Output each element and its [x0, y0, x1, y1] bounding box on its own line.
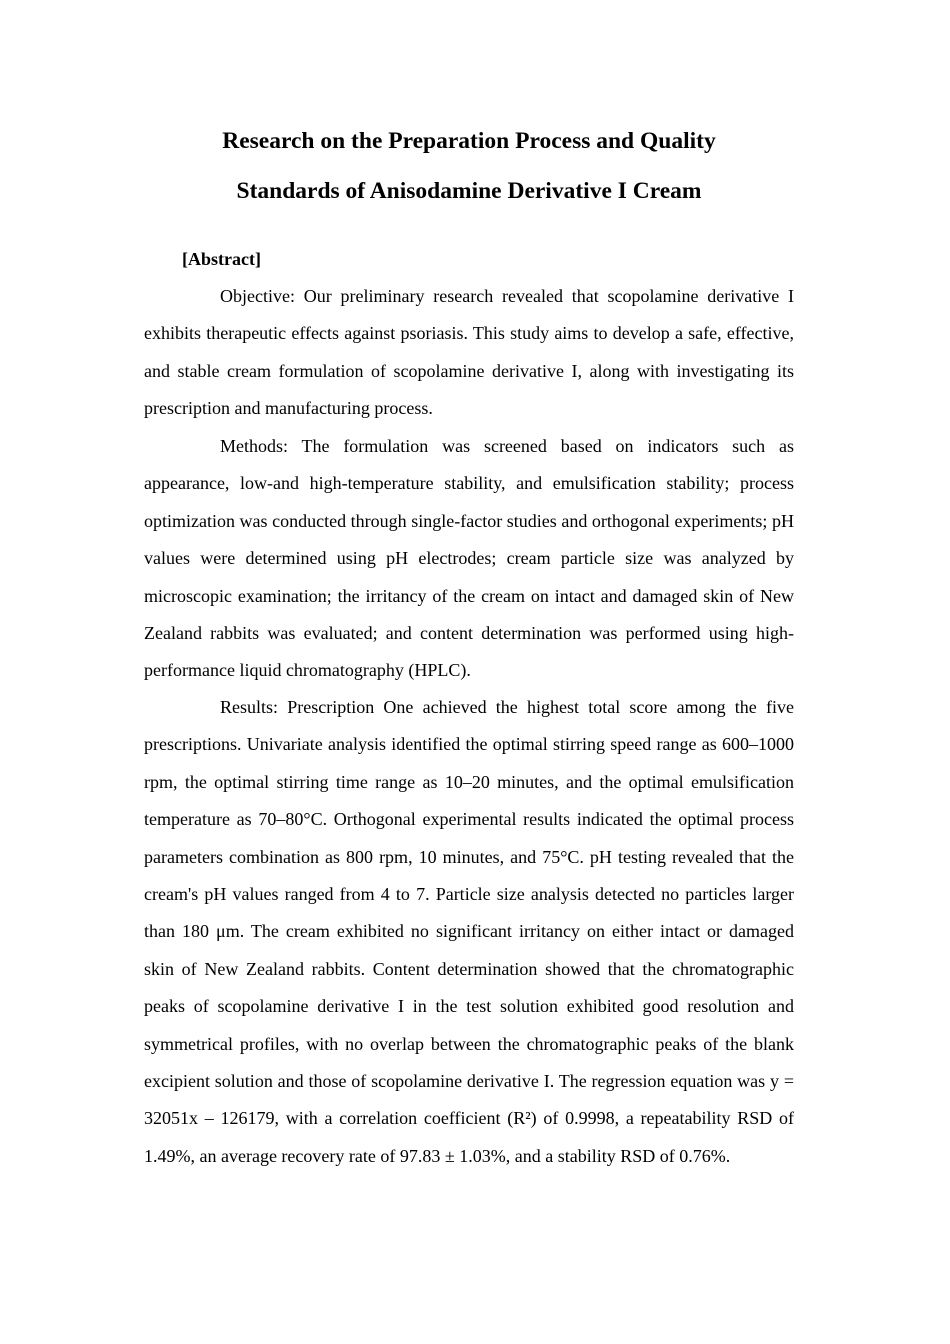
paper-title-line-2: Standards of Anisodamine Derivative I Cream	[236, 178, 702, 204]
abstract-results-paragraph: Results: Prescription One achieved the highest total score among the five prescriptions. Univariate analysis identified the optimal stirring speed range as 600–1000 rpm, the optimal stirring time range as 10–20 minutes, and the optimal emulsification temperature as 70–80°C. Orthogonal experimental results indicated the optimal process parameters combination as 800 rpm, 10 minutes, and 75°C. pH testing revealed that the cream's pH values ranged from 4 to 7. Particle size analysis detected no particles larger than 180 μm. The cream exhibited no significant irritancy on either intact or damaged skin of New Zealand rabbits. Content determination showed that the chromatographic peaks of scopolamine derivative I in the test solution exhibited good resolution and symmetrical profiles, with no overlap between the chromatographic peaks of the blank excipient solution and those of scopolamine derivative I. The regression equation was y = 32051x – 126179, with a correlation coefficient (R²) of 0.9998, a repeatability RSD of 1.49%, an average recovery rate of 97.83 ± 1.03%, and a stability RSD of 0.76%.	[144, 697, 794, 1166]
abstract-methods-paragraph: Methods: The formulation was screened based on indicators such as appearance, low-and high-temperature stability, and emulsification stability; process optimization was conducted through single-factor studies and orthogonal experiments; pH values were determined using pH electrodes; cream particle size was analyzed by microscopic examination; the irritancy of the cream on intact and damaged skin of New Zealand rabbits was evaluated; and content determination was performed using high-performance liquid chromatography (HPLC).	[144, 436, 794, 681]
abstract-heading: [Abstract]	[182, 249, 261, 269]
abstract-objective-paragraph: Objective: Our preliminary research revealed that scopolamine derivative I exhibits therapeutic effects against psoriasis. This study aims to develop a safe, effective, and stable cream formulation of scopolamine derivative I, along with investigating its prescription and manufacturing process.	[144, 286, 794, 419]
paper-title-line-1: Research on the Preparation Process and Quality	[222, 128, 716, 154]
